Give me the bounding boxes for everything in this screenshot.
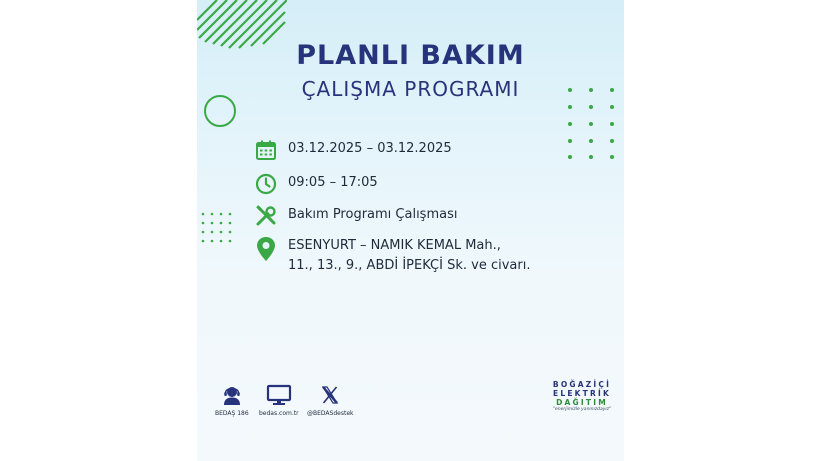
footer-social-label: @BEDASdestek <box>307 410 354 417</box>
logo-line-3: DAĞITIM <box>556 398 608 407</box>
footer-website-label: bedas.com.tr <box>259 410 299 417</box>
clock-icon <box>255 173 277 195</box>
work-description: Bakım Programı Çalışması <box>288 207 458 222</box>
logo-line-2: ELEKTRİK <box>553 389 611 398</box>
footer-website[interactable] <box>259 384 299 417</box>
footer-social[interactable] <box>307 384 353 417</box>
time-row <box>255 173 378 195</box>
calendar-icon <box>255 139 277 161</box>
company-logo <box>549 380 615 412</box>
announcement-card <box>197 0 624 461</box>
page-title: PLANLI BAKIM <box>296 40 525 71</box>
call-center-icon <box>221 384 243 406</box>
page-subtitle: ÇALIŞMA PROGRAMI <box>301 77 520 101</box>
location-pin-icon <box>255 236 277 262</box>
location-line-2: 11., 13., 9., ABDİ İPEKÇİ Sk. ve civarı. <box>288 258 531 273</box>
footer-phone-label: BEDAŞ 186 <box>215 410 249 417</box>
logo-line-1: BOĞAZİÇİ <box>552 380 612 389</box>
logo-tagline: "enerjimizle yanınızdayız" <box>552 407 612 412</box>
location-line-1: ESENYURT – NAMIK KEMAL Mah., <box>288 238 501 253</box>
date-row <box>255 139 452 161</box>
location-row <box>255 236 530 276</box>
tools-icon <box>255 205 277 227</box>
work-row <box>255 205 457 227</box>
time-range: 09:05 – 17:05 <box>288 175 378 190</box>
decorative-dots-left <box>200 211 238 249</box>
x-logo-icon <box>319 384 341 406</box>
date-range: 03.12.2025 – 03.12.2025 <box>288 141 452 156</box>
monitor-icon <box>266 384 292 406</box>
footer-phone <box>215 384 249 417</box>
